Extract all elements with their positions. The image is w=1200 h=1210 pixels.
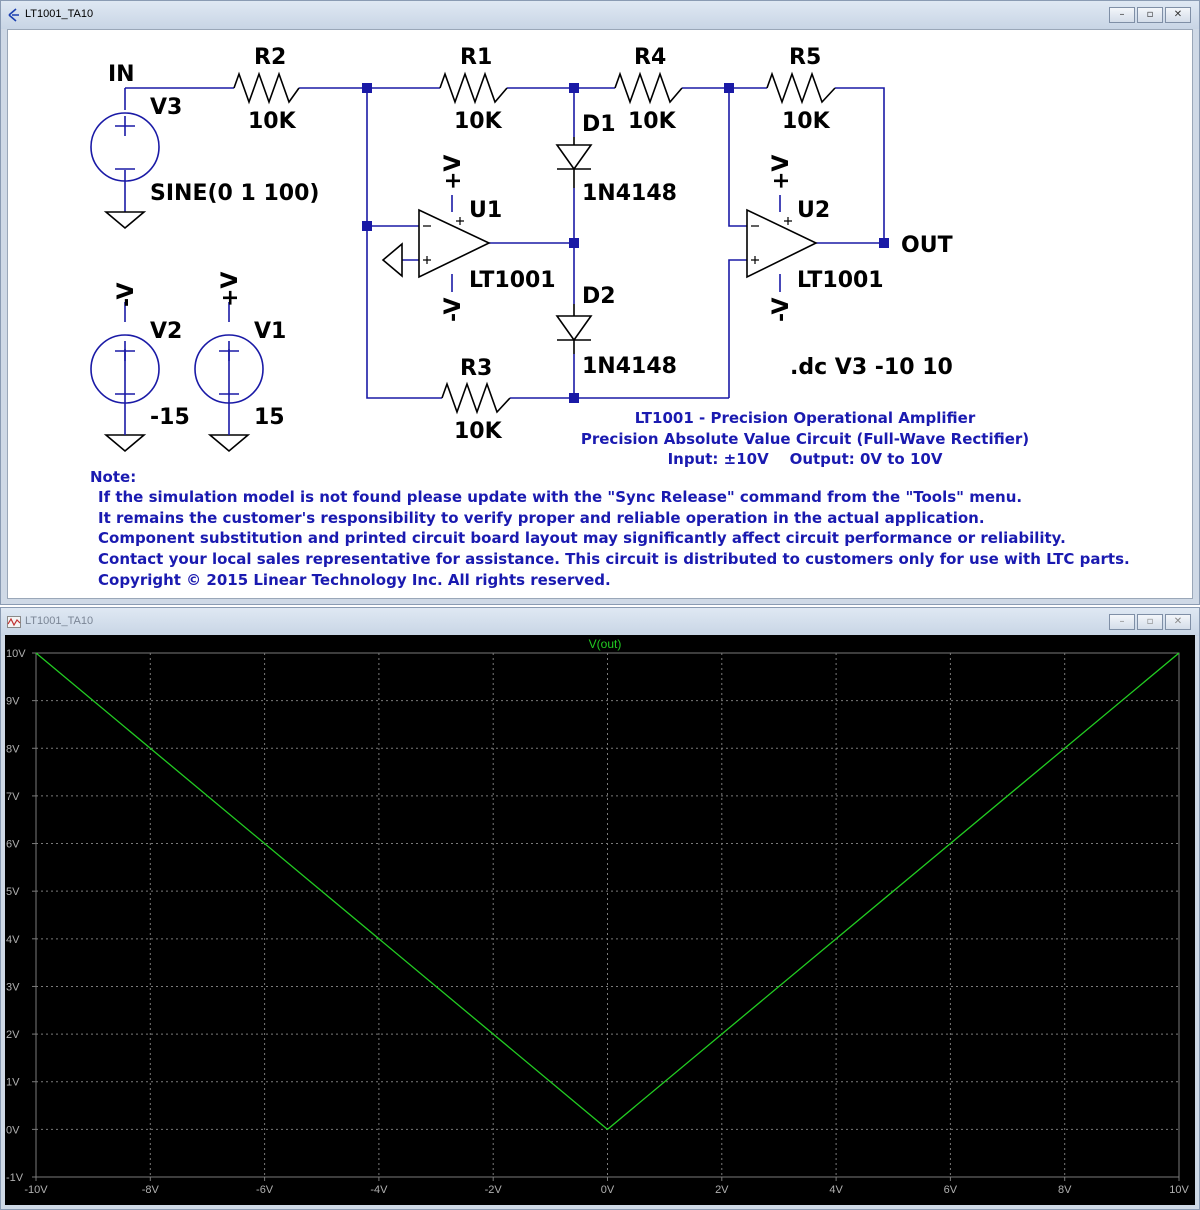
x-tick-label: -6V bbox=[256, 1184, 274, 1196]
note-line: Contact your local sales representative for assistance. This circuit is distributed to customers only for use with LTC parts. bbox=[98, 550, 1130, 568]
y-tick-label: 7V bbox=[6, 790, 20, 803]
waveform-window-controls bbox=[1107, 614, 1191, 630]
waveform-plot[interactable] bbox=[5, 635, 1195, 1205]
label-r3-value: 10K bbox=[454, 419, 502, 444]
label-u1-plus-v: +V bbox=[441, 154, 466, 190]
ground-v1 bbox=[210, 435, 248, 451]
diode-d2 bbox=[557, 304, 591, 354]
description-line-2: Precision Absolute Value Circuit (Full-Wave Rectifier) bbox=[580, 430, 1030, 448]
label-v2-value: -15 bbox=[150, 405, 190, 430]
schematic-restore-button[interactable]: ▫ bbox=[1137, 7, 1163, 23]
note-line: It remains the customer's responsibility to verify proper and reliable operation in the actual application. bbox=[98, 509, 985, 527]
y-tick-label: 5V bbox=[6, 886, 20, 899]
label-v2: V2 bbox=[150, 319, 183, 344]
note-line: Copyright © 2015 Linear Technology Inc. All rights reserved. bbox=[98, 571, 611, 589]
label-r1-value: 10K bbox=[454, 109, 502, 134]
x-tick-label: 0V bbox=[600, 1184, 615, 1196]
schematic-close-button[interactable]: ✕ bbox=[1165, 7, 1191, 23]
schematic-titlebar[interactable] bbox=[1, 1, 1199, 29]
label-v1: V1 bbox=[254, 319, 287, 344]
note-line: If the simulation model is not found please update with the "Sync Release" command from the "Tools" menu. bbox=[98, 488, 1023, 506]
x-tick-label: -10V bbox=[24, 1184, 48, 1196]
waveform-titlebar[interactable] bbox=[1, 608, 1199, 636]
y-tick-label: -1V bbox=[6, 1172, 24, 1184]
label-d1-value: 1N4148 bbox=[582, 181, 677, 206]
y-tick-label: 10V bbox=[6, 648, 26, 660]
y-tick-label: 3V bbox=[6, 981, 20, 994]
label-r2: R2 bbox=[254, 45, 287, 70]
waveform-app-icon bbox=[7, 615, 21, 629]
label-r1: R1 bbox=[460, 45, 493, 70]
y-tick-label: 2V bbox=[6, 1029, 20, 1042]
plot-tick-labels bbox=[6, 648, 1189, 1196]
ground-v2 bbox=[106, 435, 144, 451]
plot-grid bbox=[32, 653, 1179, 1181]
schematic-minimize-button[interactable]: – bbox=[1109, 7, 1135, 23]
label-d2: D2 bbox=[582, 284, 616, 309]
label-r2-value: 10K bbox=[248, 109, 296, 134]
resistor-r3 bbox=[442, 384, 510, 412]
label-u1: U1 bbox=[469, 198, 503, 223]
label-v3-value: SINE(0 1 100) bbox=[150, 181, 320, 206]
y-tick-label: 0V bbox=[6, 1124, 20, 1137]
x-tick-label: 2V bbox=[715, 1184, 729, 1196]
waveform-window bbox=[0, 607, 1200, 1210]
label-r5: R5 bbox=[789, 45, 822, 70]
label-d1: D1 bbox=[582, 112, 616, 137]
x-tick-label: 6V bbox=[943, 1184, 958, 1196]
y-tick-label: 8V bbox=[6, 743, 20, 756]
schematic-window-controls bbox=[1107, 7, 1191, 23]
spice-directive: .dc V3 -10 10 bbox=[790, 355, 953, 380]
waveform-minimize-button[interactable]: – bbox=[1109, 614, 1135, 630]
resistor-r5 bbox=[767, 74, 835, 102]
label-v2-minus-v: -V bbox=[114, 282, 139, 307]
resistor-r4 bbox=[615, 74, 682, 102]
y-tick-label: 1V bbox=[6, 1076, 20, 1089]
label-u2-minus-v: -V bbox=[769, 297, 794, 322]
x-tick-label: 4V bbox=[829, 1184, 843, 1196]
schematic-window-title: LT1001_TA10 bbox=[25, 8, 94, 20]
resistor-r2 bbox=[234, 74, 299, 102]
description-line-3: Input: ±10V Output: 0V to 10V bbox=[667, 450, 943, 468]
y-tick-label: 4V bbox=[6, 933, 20, 946]
waveform-close-button[interactable]: ✕ bbox=[1165, 614, 1191, 630]
label-u2-value: LT1001 bbox=[797, 268, 884, 293]
u1-ground-arrow bbox=[383, 244, 402, 276]
opamps bbox=[383, 210, 816, 277]
note-title: Note: bbox=[90, 468, 137, 486]
label-d2-value: 1N4148 bbox=[582, 354, 677, 379]
schematic-canvas[interactable] bbox=[7, 29, 1193, 599]
label-v3: V3 bbox=[150, 95, 183, 120]
label-u2: U2 bbox=[797, 198, 831, 223]
label-u1-value: LT1001 bbox=[469, 268, 556, 293]
label-r4: R4 bbox=[634, 45, 667, 70]
waveform-window-title: LT1001_TA10 bbox=[25, 615, 94, 627]
label-r5-value: 10K bbox=[782, 109, 830, 134]
label-r3: R3 bbox=[460, 356, 493, 381]
label-in: IN bbox=[108, 62, 135, 87]
note-line: Component substitution and printed circuit board layout may significantly affect circuit performance or reliability. bbox=[98, 529, 1066, 547]
schematic-drawing[interactable] bbox=[8, 30, 1193, 599]
waveform-chart[interactable] bbox=[5, 635, 1195, 1205]
label-v1-value: 15 bbox=[254, 405, 285, 430]
x-tick-label: -2V bbox=[484, 1184, 502, 1196]
trace-label-vout[interactable]: V(out) bbox=[588, 637, 622, 651]
label-u2-plus-v: +V bbox=[769, 154, 794, 190]
x-tick-label: 10V bbox=[1169, 1184, 1189, 1196]
label-out: OUT bbox=[901, 233, 953, 258]
schematic-app-icon bbox=[7, 8, 21, 22]
x-tick-label: 8V bbox=[1057, 1184, 1072, 1196]
description-line-1: LT1001 - Precision Operational Amplifier bbox=[634, 409, 976, 427]
x-tick-label: -8V bbox=[141, 1184, 159, 1196]
label-v1-plus-v: +V bbox=[218, 271, 243, 307]
wires bbox=[125, 88, 884, 407]
label-u1-minus-v: -V bbox=[441, 297, 466, 322]
resistor-r1 bbox=[440, 74, 507, 102]
label-r4-value: 10K bbox=[628, 109, 676, 134]
y-tick-label: 9V bbox=[6, 695, 20, 708]
notes-block bbox=[90, 468, 1130, 589]
x-tick-label: -4V bbox=[370, 1184, 388, 1196]
description-block bbox=[581, 409, 1029, 468]
ground-v3 bbox=[106, 212, 144, 228]
y-tick-label: 6V bbox=[6, 838, 20, 851]
waveform-restore-button[interactable]: ▫ bbox=[1137, 614, 1163, 630]
voltage-sources bbox=[91, 113, 263, 403]
